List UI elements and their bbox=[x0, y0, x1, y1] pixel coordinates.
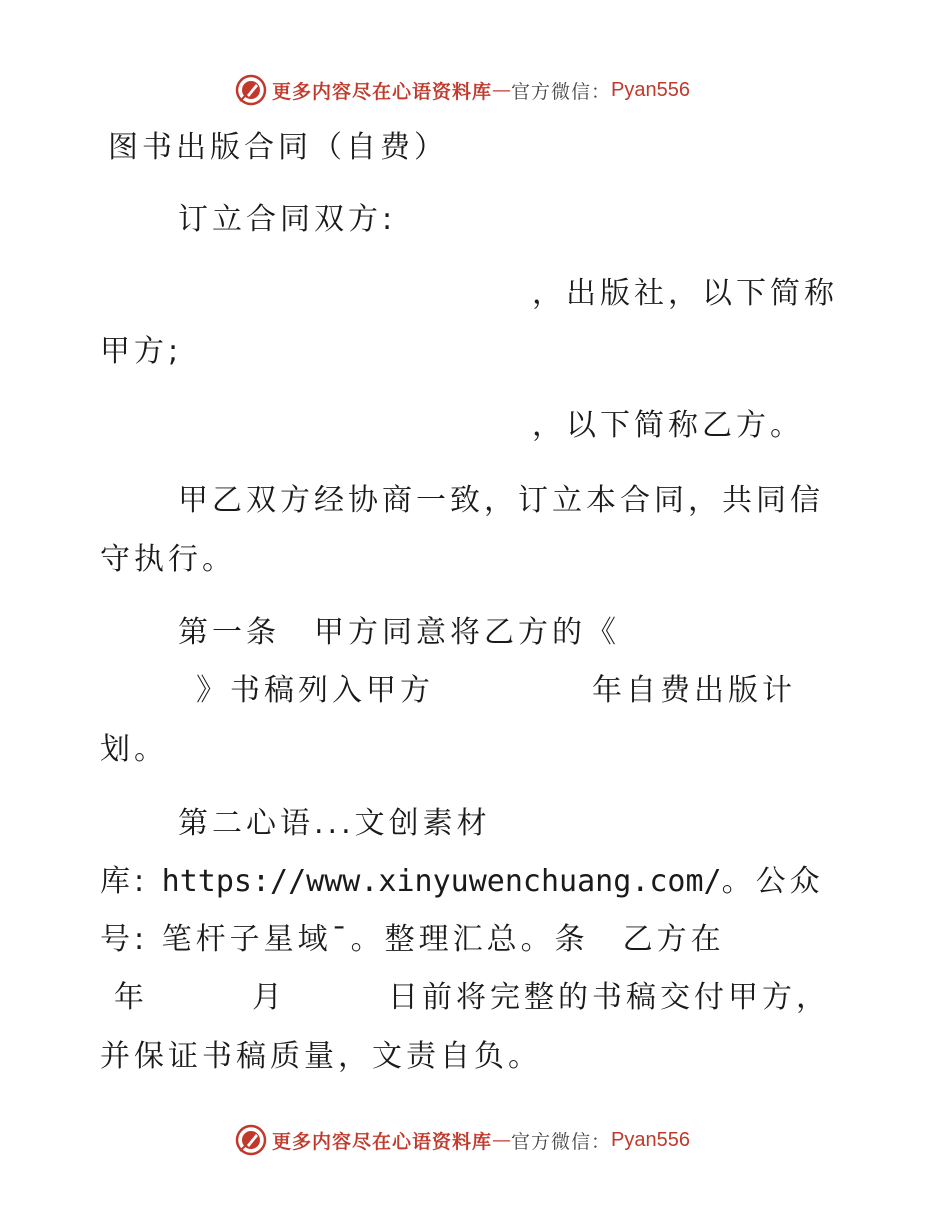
footer-wechat-id: Pyan556 bbox=[611, 1128, 690, 1151]
article-2-line-4-year: 年 bbox=[114, 980, 148, 1015]
footer-wechat-label: 官方微信： bbox=[511, 1130, 612, 1153]
article-2-line-2-prefix: 库: bbox=[100, 864, 162, 899]
parties-heading: 订立合同双方: bbox=[178, 202, 397, 237]
footer-banner bbox=[234, 1122, 690, 1158]
header-banner bbox=[234, 72, 690, 108]
article-2-line-2 bbox=[100, 862, 824, 902]
article-2-line-4-rest: 日前将完整的书稿交付甲方， bbox=[388, 980, 830, 1015]
article-1-line-2a: 》书稿列入甲方 bbox=[196, 673, 434, 708]
header-wechat-id: Pyan556 bbox=[611, 78, 690, 101]
article-1-line-1: 第一条 甲方同意将乙方的《 bbox=[178, 615, 620, 650]
source-url-link[interactable]: https://www.xinyuwenchuang.com/ bbox=[161, 864, 722, 899]
pen-logo-icon bbox=[234, 1123, 268, 1157]
party-b-line: ，以下简称乙方。 bbox=[532, 408, 804, 443]
article-2-line-5: 并保证书稿质量，文责自负。 bbox=[100, 1039, 542, 1074]
party-a-line-2: 甲方; bbox=[100, 334, 183, 369]
party-a-line-1: ，出版社，以下简称 bbox=[532, 276, 838, 311]
header-brand-text: 更多内容尽在心语资料库 bbox=[272, 80, 493, 103]
document-title: 图书出版合同（自费） bbox=[108, 130, 448, 165]
header-wechat-label: 官方微信： bbox=[511, 80, 612, 103]
intro-line-1: 甲乙双方经协商一致，订立本合同，共同信 bbox=[178, 483, 824, 518]
pen-logo-icon bbox=[234, 73, 268, 107]
article-2-line-3: 号: 笔杆子星域¯。整理汇总。条 乙方在 bbox=[100, 922, 725, 957]
footer-separator: — bbox=[492, 1129, 512, 1151]
intro-line-2: 守执行。 bbox=[100, 542, 236, 577]
article-1-line-2b: 年自费出版计 bbox=[592, 673, 796, 708]
article-2-line-2-suffix: 。公众 bbox=[721, 864, 824, 899]
article-2-line-1: 第二心语...文创素材 bbox=[178, 806, 491, 841]
footer-brand-text: 更多内容尽在心语资料库 bbox=[272, 1130, 493, 1153]
article-1-line-3: 划。 bbox=[100, 732, 168, 767]
article-2-line-4-month: 月 bbox=[252, 980, 286, 1015]
header-separator: — bbox=[492, 79, 512, 101]
